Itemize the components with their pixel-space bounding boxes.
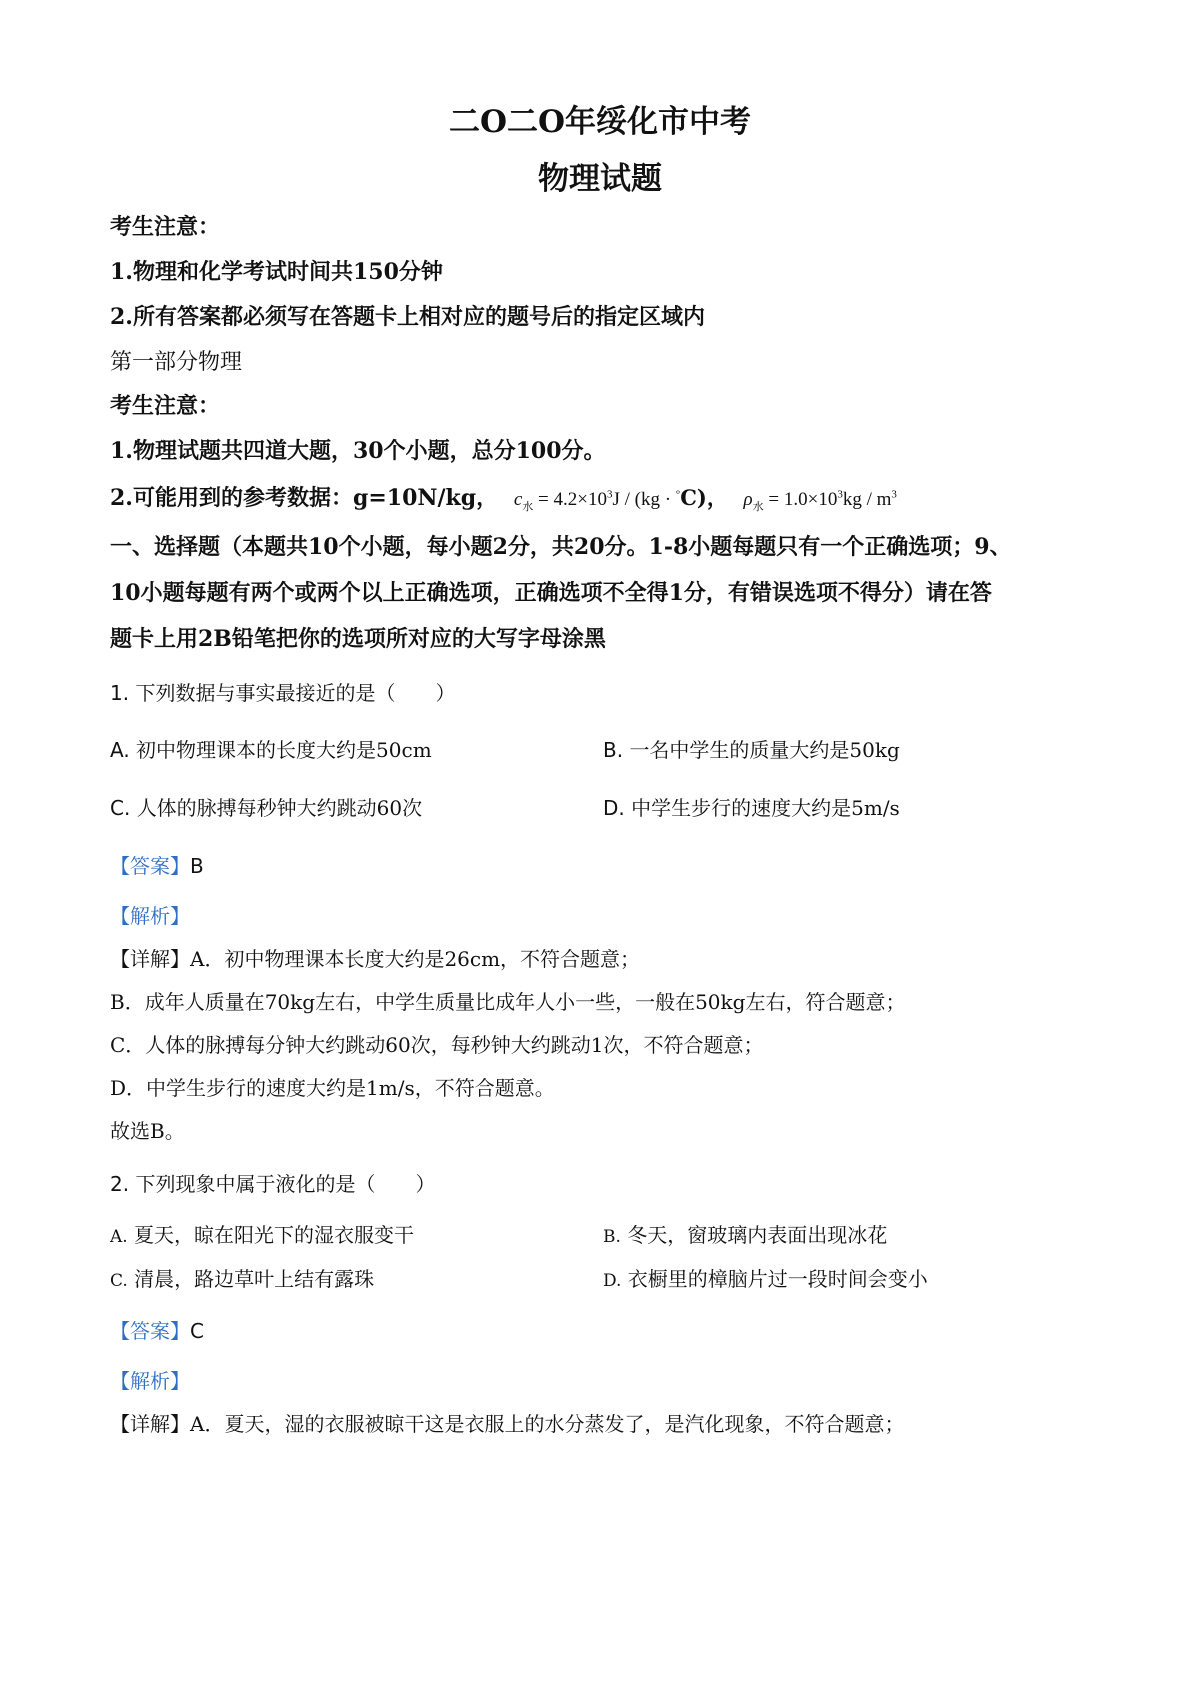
option-letter: B.	[603, 1227, 621, 1247]
reference-data	[110, 481, 897, 514]
gravity-constant: g=10N/kg，	[352, 485, 499, 511]
detail-text: A．夏天，湿的衣服被晾干这是衣服上的水分蒸发了，是汽化现象，不符合题意；	[190, 1412, 905, 1436]
answer-label: 【答案】	[110, 854, 190, 878]
option-b[interactable]	[603, 1219, 887, 1248]
analysis-label: 【解析】	[110, 1369, 190, 1393]
answer-line	[110, 1315, 204, 1344]
option-letter: A.	[110, 738, 130, 762]
question-number: 1.	[110, 681, 130, 705]
specific-heat-formula: $c_水 = 4.2\times 10^3J / (kg \cdot ^\circ C)$，	[513, 485, 728, 513]
detail-label: 【详解】	[110, 947, 190, 971]
detail-line	[110, 1408, 904, 1437]
section-instructions: 一、选择题（本题共10个小题，每小题2分，共20分。1-8小题每题只有一个正确选项；9、	[110, 534, 1012, 560]
answer-value: B	[190, 854, 204, 878]
option-letter: D.	[603, 1271, 622, 1291]
option-letter: D.	[603, 796, 625, 820]
option-text: 衣橱里的樟脑片过一段时间会变小	[627, 1267, 928, 1291]
option-text: 夏天，晾在阳光下的湿衣服变干	[134, 1223, 415, 1247]
reference-data-label: 2.可能用到的参考数据：	[110, 485, 353, 511]
detail-label: 【详解】	[110, 1412, 190, 1436]
answer-label: 【答案】	[110, 1319, 190, 1343]
question-text: 下列现象中属于液化的是（ ）	[135, 1172, 436, 1196]
exam-title: 二O二O年绥化市中考	[448, 104, 751, 140]
answer-line	[110, 850, 204, 879]
detail-line: C．人体的脉搏每分钟大约跳动60次，每秒钟大约跳动1次，不符合题意；	[110, 1033, 764, 1057]
question-number: 2.	[110, 1172, 130, 1196]
detail-line: B．成年人质量在70kg左右，中学生质量比成年人小一些，一般在50kg左右，符合题意；	[110, 990, 906, 1014]
option-letter: B.	[603, 738, 624, 762]
question-2-stem	[110, 1168, 435, 1197]
option-a[interactable]	[110, 1219, 414, 1248]
option-text: 冬天，窗玻璃内表面出现冰花	[627, 1223, 888, 1247]
option-d[interactable]	[603, 792, 900, 821]
section-instructions: 题卡上用2B铅笔把你的选项所对应的大写字母涂黑	[110, 626, 606, 652]
section-instructions: 10小题每题有两个或两个以上正确选项，正确选项不全得1分，有错误选项不得分）请在答	[110, 580, 992, 606]
detail-text: A．初中物理课本长度大约是26cm，不符合题意；	[190, 947, 641, 971]
notice-item: 2.所有答案都必须写在答题卡上相对应的题号后的指定区域内	[110, 304, 705, 330]
water-density-formula: $\rho_水 = 1.0\times 10^3kg / m^3$	[743, 488, 897, 513]
option-b[interactable]	[603, 734, 900, 763]
option-text: 初中物理课本的长度大约是50cm	[136, 738, 432, 762]
question-text: 下列数据与事实最接近的是（ ）	[135, 681, 456, 705]
option-letter: C.	[110, 796, 131, 820]
option-c[interactable]	[110, 792, 422, 821]
option-letter: A.	[110, 1227, 128, 1247]
option-a[interactable]	[110, 734, 432, 763]
notice-heading: 考生注意：	[110, 393, 221, 419]
notice-item: 1.物理试题共四道大题，30个小题，总分100分。	[110, 438, 606, 464]
notice-item: 1.物理和化学考试时间共150分钟	[110, 259, 443, 285]
option-letter: C.	[110, 1271, 128, 1291]
option-text: 一名中学生的质量大约是50kg	[629, 738, 900, 762]
analysis-label: 【解析】	[110, 904, 190, 928]
detail-line	[110, 943, 640, 972]
exam-subtitle: 物理试题	[538, 161, 662, 197]
notice-heading: 考生注意：	[110, 214, 221, 240]
part-title: 第一部分物理	[110, 350, 243, 375]
option-text: 中学生步行的速度大约是5m/s	[631, 796, 900, 820]
question-1-stem	[110, 677, 455, 706]
option-d[interactable]	[603, 1263, 928, 1292]
answer-value: C	[190, 1319, 204, 1343]
option-text: 人体的脉搏每秒钟大约跳动60次	[136, 796, 423, 820]
detail-line: D．中学生步行的速度大约是1m/s，不符合题意。	[110, 1076, 555, 1100]
option-text: 清晨，路边草叶上结有露珠	[134, 1267, 375, 1291]
detail-line: 故选B。	[110, 1119, 185, 1143]
option-c[interactable]	[110, 1263, 374, 1292]
